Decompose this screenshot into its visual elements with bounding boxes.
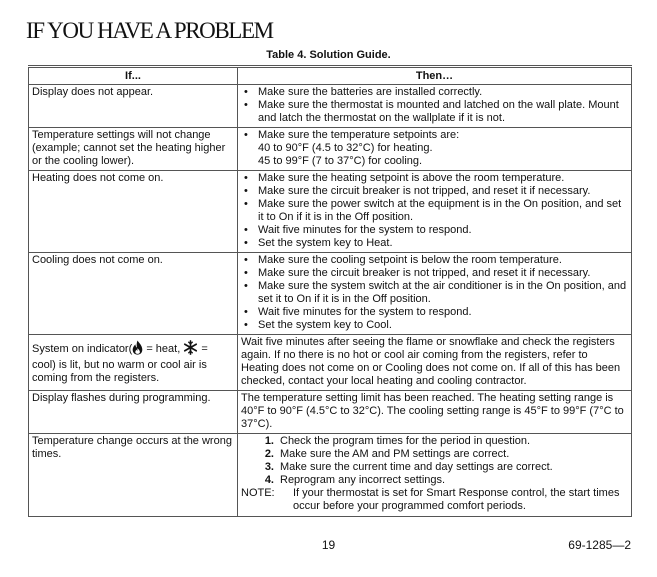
page-number: 19 bbox=[321, 538, 336, 552]
step-item bbox=[241, 474, 628, 487]
solution-cell bbox=[238, 253, 632, 335]
condition-text: System on indicator( bbox=[32, 343, 133, 355]
solution-cell: Wait five minutes after seeing the flame or snowflake and check the registers again. If no there is no hot or cool air coming from the registers, refer to Heating does not come on or Cooling does not come on. If all of this has been checked, contact your local heating and cooling contractor. bbox=[238, 335, 632, 391]
step-text: Check the program times for the period in question. bbox=[280, 435, 531, 447]
solution-bullet: • Make sure the batteries are installed correctly. bbox=[241, 86, 628, 99]
table-row bbox=[29, 434, 632, 517]
solution-bullet: • Make sure the heating setpoint is above the room temperature. bbox=[241, 172, 628, 185]
note-text: If your thermostat is set for Smart Response control, the start times occur before your programmed comfort periods. bbox=[293, 487, 620, 512]
solution-cell bbox=[238, 128, 632, 171]
note bbox=[241, 487, 628, 513]
column-header-then: Then… bbox=[238, 67, 632, 85]
solution-bullet: • Wait five minutes for the system to respond. bbox=[241, 306, 628, 319]
solution-cell bbox=[238, 85, 632, 128]
solution-cell: The temperature setting limit has been reached. The heating setting range is 40°F to 90°F (4.5°C to 32°C). The cooling setting range is 45°F to 99°F (7°C to 37°C). bbox=[238, 391, 632, 434]
step-text: Make sure the AM and PM settings are correct. bbox=[280, 448, 510, 460]
solution-line: 45 to 99°F (7 to 37°C) for cooling. bbox=[258, 155, 423, 167]
document-number: 69-1285—2 bbox=[568, 538, 631, 552]
solution-bullet: • Wait five minutes for the system to respond. bbox=[241, 224, 628, 237]
condition-cell: Cooling does not come on. bbox=[29, 253, 238, 335]
solution-bullet: • Make sure the thermostat is mounted and latched on the wall plate. Mount and latch the thermostat on the wallplate if it is not. bbox=[241, 99, 628, 125]
solution-bullet: • Make sure the circuit breaker is not tripped, and reset it if necessary. bbox=[241, 267, 628, 280]
step-number: 1. bbox=[264, 435, 274, 447]
solution-guide-table bbox=[28, 65, 632, 517]
snowflake-icon bbox=[183, 340, 198, 359]
condition-cell: Display flashes during programming. bbox=[29, 391, 238, 434]
step-number: 3. bbox=[264, 461, 274, 473]
solution-cell bbox=[238, 171, 632, 253]
table-row bbox=[29, 253, 632, 335]
solution-bullet: • Make sure the power switch at the equipment is in the On position, and set it to On if it is in the Off position. bbox=[241, 198, 628, 224]
solution-bullet bbox=[241, 129, 628, 168]
step-item bbox=[241, 448, 628, 461]
table-row bbox=[29, 335, 632, 391]
table-title: Table 4. Solution Guide. bbox=[266, 49, 391, 61]
step-text: Reprogram any incorrect settings. bbox=[280, 474, 446, 486]
condition-cell: Temperature change occurs at the wrong times. bbox=[29, 434, 238, 517]
note-label: NOTE: bbox=[241, 487, 275, 499]
condition-text: = heat, bbox=[143, 343, 184, 355]
solution-bullet: • Set the system key to Cool. bbox=[241, 319, 628, 332]
solution-bullet: • Make sure the cooling setpoint is below the room temperature. bbox=[241, 254, 628, 267]
step-item bbox=[241, 435, 628, 448]
table-row bbox=[29, 171, 632, 253]
condition-text: = cool) is lit, but no warm or cool air is coming from the registers. bbox=[32, 343, 208, 384]
table-header-row bbox=[29, 67, 632, 85]
step-item bbox=[241, 461, 628, 474]
solution-line: 40 to 90°F (4.5 to 32°C) for heating. bbox=[258, 142, 433, 154]
flame-icon bbox=[132, 340, 143, 359]
solution-bullet: • Set the system key to Heat. bbox=[241, 237, 628, 250]
step-number: 4. bbox=[264, 474, 274, 486]
table-row bbox=[29, 391, 632, 434]
condition-cell: Temperature settings will not change (example; cannot set the heating higher or the cooling lower). bbox=[29, 128, 238, 171]
column-header-if: If... bbox=[29, 67, 238, 85]
solution-line: • Make sure the temperature setpoints are: bbox=[258, 129, 460, 141]
solution-bullet: • Make sure the circuit breaker is not tripped, and reset it if necessary. bbox=[241, 185, 628, 198]
condition-cell: Display does not appear. bbox=[29, 85, 238, 128]
step-text: Make sure the current time and day settings are correct. bbox=[280, 461, 553, 473]
condition-cell bbox=[29, 335, 238, 391]
solution-bullet: • Make sure the system switch at the air conditioner is in the On position, and set it to On if it is in the Off position. bbox=[241, 280, 628, 306]
solution-cell bbox=[238, 434, 632, 517]
table-row bbox=[29, 85, 632, 128]
step-number: 2. bbox=[264, 448, 274, 460]
condition-cell: Heating does not come on. bbox=[29, 171, 238, 253]
page-heading: IF YOU HAVE A PROBLEM bbox=[26, 18, 273, 43]
table-row bbox=[29, 128, 632, 171]
